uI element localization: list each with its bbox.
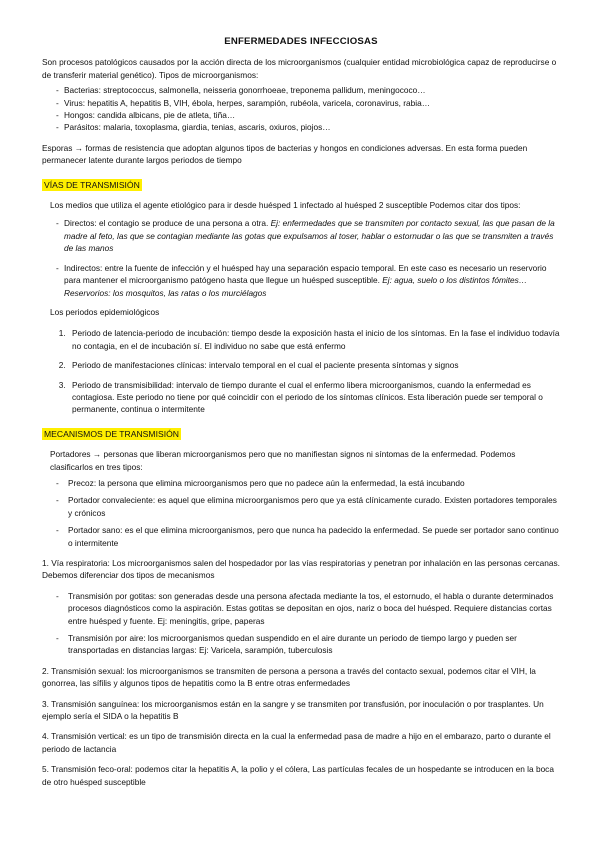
respiratoria-list: [42, 590, 560, 657]
esporas-paragraph: Esporas → formas de resistencia que adoptan algunos tipos de bacterias y hongos en condiciones adversas. En esta forma pueden permanecer latente durante largos periodos de tiempo: [42, 142, 528, 166]
list-item: - Transmisión por gotitas: son generadas desde una persona afectada mediante la tos, el estornudo, el habla o durante determinados procesos diagnósticos como la aspiración. Estas gotitas se depositan en ojos, nariz o boca del huésped. Requiere distancias cortas entre huésped y fuente. Ej: meningitis, gripe, paperas: [56, 590, 560, 627]
section-mecanismos: [42, 426, 560, 788]
list-item: [56, 217, 560, 254]
vias-list: [42, 217, 560, 298]
via-example: Ej: enfermedades que se transmiten por contacto sexual, las que pasan de la madre al feto, las que se contagian mediante las gotas que expulsamos al toser, hablar o estornudar o las que se transmiten a través de las manos: [64, 218, 555, 254]
section-vias: [42, 177, 560, 416]
vias-intro: Los medios que utiliza el agente etiológico para ir desde huésped 1 infectado al huésped 2 susceptible Podemos citar dos tipos:: [50, 200, 521, 211]
via-text: Directos: el contagio se produce de una persona a otra.: [64, 218, 271, 229]
portadores-list: [42, 477, 560, 549]
list-item: - Portador convaleciente: es aquel que elimina microorganismos pero que ya está clínicamente curado. Existen portadores temporales y crónicos: [56, 494, 560, 519]
list-item: - Precoz: la persona que elimina microorganismos pero que no padece aún la enfermedad, la está incubando: [56, 477, 560, 489]
list-item: - Bacterias: streptococcus, salmonella, neisseria gonorrhoeae, treponema pallidum, meningococo…: [56, 84, 560, 96]
section-title-vias: VÍAS DE TRANSMISIÓN: [44, 179, 140, 190]
list-item: 3. Periodo de transmisibilidad: intervalo de tiempo durante el cual el enfermo libera microorganismos, cuando la enfermedad es contagiosa. Este periodo no tiene por qué coincidir con el periodo de los síntomas clínicos. Esta liberación puede ser temporal o permanente, continua o intermitente: [68, 379, 560, 416]
via-example: Ej: agua, suelo o los distintos fómites… Reservorios: los mosquitos, las ratas o los murciélagos: [64, 275, 528, 298]
transmission-mode: 5. Transmisión feco-oral: podemos citar la hepatitis A, la polio y el cólera, Las partículas fecales de un hospedante se introducen en la boca de otro huésped susceptible: [42, 764, 554, 787]
periods-title: Los periodos epidemiológicos: [50, 306, 160, 317]
list-item: 1. Periodo de latencia-periodo de incubación: tiempo desde la exposición hasta el inicio de los síntomas. En la fase el individuo todavía no contagia, en el de incubación sí. El individuo no sabe que está enfermo: [68, 327, 560, 352]
list-item: - Parásitos: malaria, toxoplasma, giardia, tenias, ascaris, oxiuros, piojos…: [56, 121, 560, 133]
list-item: - Virus: hepatitis A, hepatitis B, VIH, ébola, herpes, sarampión, rubéola, varicela, coronavirus, rabia…: [56, 97, 560, 109]
portadores-intro: Portadores → personas que liberan microorganismos pero que no manifiestan signos ni síntomas de la enfermedad. Podemos clasificarlos en tres tipos:: [50, 449, 516, 472]
list-item: [56, 262, 560, 299]
list-item: - Portador sano: es el que elimina microorganismos, pero que nunca ha padecido la enfermedad. Se puede ser portador sano continuo o intermitente: [56, 524, 560, 549]
transmission-mode: 2. Transmisión sexual: los microorganismos se transmiten de persona a persona a través del contacto sexual, podemos citar el VIH, la gonorrea, las sífilis y algunos tipos de hepatitis como la B entre otras enfermedades: [42, 665, 536, 689]
intro-paragraph: Son procesos patológicos causados por la acción directa de los microorganismos (cualquier entidad microbiológica capaz de reproducirse o de transferir material genético). Tipos de microorganismos:: [42, 57, 557, 80]
via-text: Indirectos: entre la fuente de infección y el huésped hay una separación espacio temporal. En este caso es necesario un reservorio para mantener el microorganismo patógeno hasta que llegue un huésped susceptible.: [64, 262, 547, 286]
section-title-mecanismos: MECANISMOS DE TRANSMISIÓN: [44, 428, 179, 439]
list-item: - Transmisión por aire: los microorganismos quedan suspendido en el aire durante un periodo de tiempo largo y pueden ser transportadas en distancias largas: Ej: Varicela, sarampión, tuberculosis: [56, 632, 560, 657]
microorganism-list: [42, 84, 560, 134]
list-item: - Hongos: candida albicans, pie de atleta, tiña…: [56, 109, 560, 121]
document-title: ENFERMEDADES INFECCIOSAS: [224, 36, 378, 47]
transmission-mode: 3. Transmisión sanguínea: los microorganismos están en la sangre y se transmiten por transfusión, por inoculación o por trasplantes. Un ejemplo sería el SIDA o la hepatitis B: [42, 698, 544, 722]
periods-list: [42, 327, 560, 415]
via-respiratoria: 1. Vía respiratoria: Los microorganismos salen del hospedador por las vías respiratorias y penetran por inhalación en las personas cercanas. Debemos diferenciar dos tipos de mecanismos: [42, 558, 560, 581]
list-item: 2. Periodo de manifestaciones clínicas: intervalo temporal en el cual el paciente presenta síntomas y signos: [68, 359, 560, 371]
transmission-mode: 4. Transmisión vertical: es un tipo de transmisión directa en la cual la enfermedad pasa de madre a hijo en el embarazo, parto o durante el periodo de lactancia: [42, 731, 551, 754]
